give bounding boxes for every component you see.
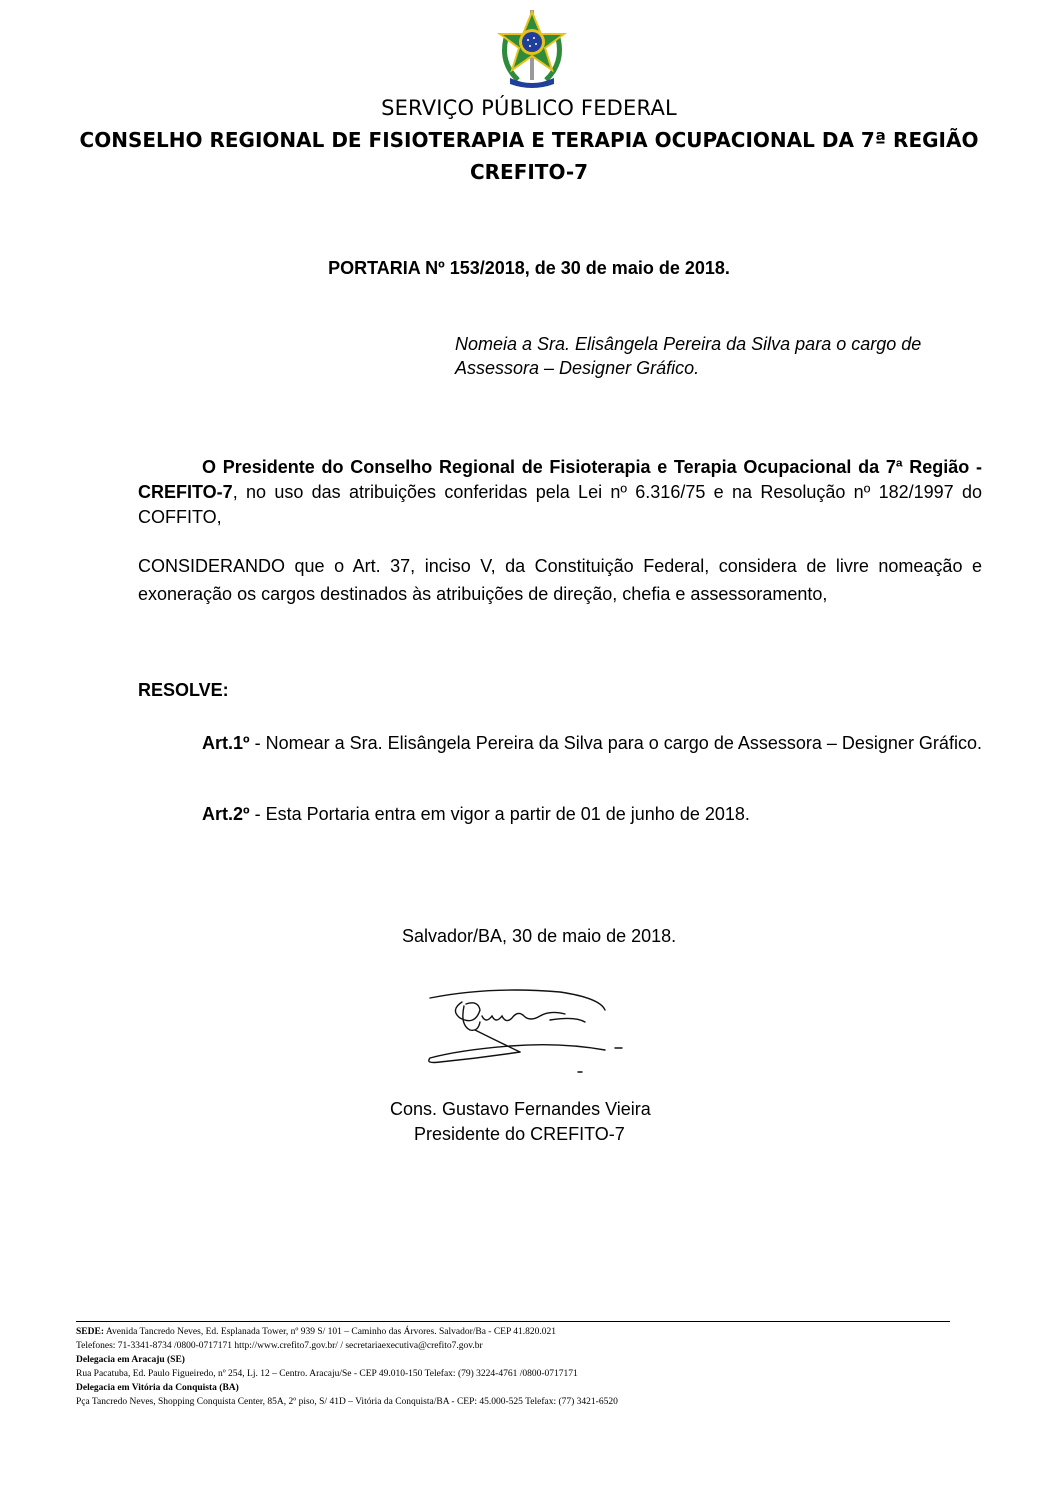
intro-rest-text: , no uso das atribuições conferidas pela Lei nº 6.316/75 e na Resolução nº 182/1997 do COFFITO, <box>138 482 982 527</box>
ementa-summary: Nomeia a Sra. Elisângela Pereira da Silva para o cargo de Assessora – Designer Gráfico. <box>455 334 922 378</box>
intro-paragraph <box>138 455 982 530</box>
article-2-text: - Esta Portaria entra em vigor a partir de 01 de junho de 2018. <box>249 804 750 824</box>
handwritten-signature <box>400 980 630 1080</box>
footer-aracaju-label: Delegacia em Aracaju (SE) <box>76 1355 185 1365</box>
header-service-line: SERVIÇO PÚBLICO FEDERAL <box>381 96 677 120</box>
signer-role: Presidente do CREFITO-7 <box>414 1124 625 1144</box>
signer-name: Cons. Gustavo Fernandes Vieira <box>390 1099 651 1119</box>
article-2-label: Art.2º <box>202 804 250 824</box>
article-1-text: - Nomear a Sra. Elisângela Pereira da Silva para o cargo de Assessora – Designer Gráfico. <box>249 733 982 753</box>
article-2 <box>202 802 982 827</box>
footer-vitoria-label: Delegacia em Vitória da Conquista (BA) <box>76 1383 239 1393</box>
resolve-heading: RESOLVE: <box>138 680 229 700</box>
footer-sede-label: SEDE: <box>76 1327 104 1337</box>
footer-aracaju-text: Rua Pacatuba, Ed. Paulo Figueiredo, nº 254, Lj. 12 – Centro. Aracaju/Se - CEP 49.010-150 Telefax: (79) 3224-4761 /0800-0717171 <box>76 1369 578 1379</box>
brazil-coat-of-arms-emblem <box>496 8 568 88</box>
place-and-date: Salvador/BA, 30 de maio de 2018. <box>402 926 677 946</box>
article-1-label: Art.1º <box>202 733 250 753</box>
footer-phones-line: Telefones: 71-3341-8734 /0800-0717171 http://www.crefito7.gov.br/ / secretariaexecutiva@crefito7.gov.br <box>76 1341 483 1351</box>
footer-divider <box>76 1321 950 1322</box>
footer-addresses <box>76 1325 976 1409</box>
header-council-name: CONSELHO REGIONAL DE FISIOTERAPIA E TERAPIA OCUPACIONAL DA 7ª REGIÃO <box>79 128 979 152</box>
considerando-paragraph: CONSIDERANDO que o Art. 37, inciso V, da Constituição Federal, considera de livre nomeação e exoneração os cargos destinados às atribuições de direção, chefia e assessoramento, <box>138 556 982 604</box>
header-council-acronym: CREFITO-7 <box>469 160 589 184</box>
footer-sede-text: Avenida Tancredo Neves, Ed. Esplanada Tower, nº 939 S/ 101 – Caminho das Árvores. Salvador/Ba - CEP 41.820.021 <box>103 1327 557 1337</box>
footer-vitoria-text: Pça Tancredo Neves, Shopping Conquista Center, 85A, 2º piso, S/ 41D – Vitória da Conquista/BA - CEP: 45.000-525 Telefax: (77) 3421-6520 <box>76 1397 618 1407</box>
footer-sede-line <box>76 1325 976 1339</box>
document-title: PORTARIA Nº 153/2018, de 30 de maio de 2018. <box>328 258 730 278</box>
intro-bold-text: O Presidente do Conselho Regional de Fisioterapia e Terapia Ocupacional da 7ª Região - CREFITO-7 <box>138 457 982 502</box>
article-1 <box>138 731 982 756</box>
